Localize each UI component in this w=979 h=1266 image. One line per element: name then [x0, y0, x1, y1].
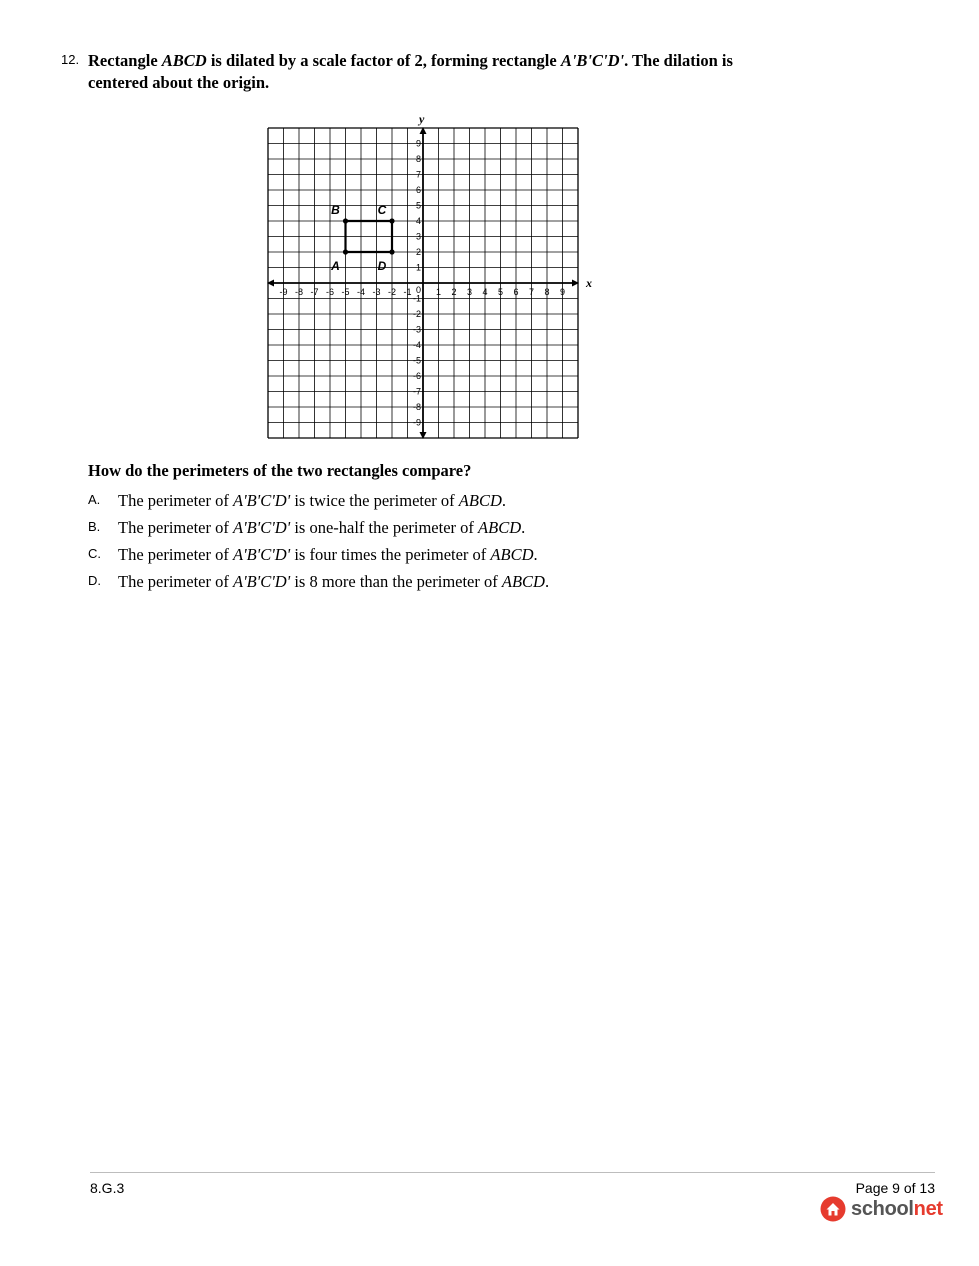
x-tick-label: 3 [466, 287, 473, 297]
y-tick-label: -6 [412, 371, 421, 381]
y-tick-label: -9 [412, 417, 421, 428]
x-tick-label: 4 [482, 287, 488, 297]
point-c [389, 218, 394, 223]
question-number: 12. [61, 52, 80, 67]
x-tick-label: -5 [341, 287, 350, 297]
figure-name: ABCD [161, 51, 207, 70]
x-tick-label: 6 [513, 287, 519, 297]
x-axis-label: x [586, 276, 592, 290]
x-tick-label: -7 [310, 287, 319, 297]
y-tick-label: -8 [412, 402, 421, 412]
y-tick-label: -3 [412, 324, 421, 335]
y-tick-label: 9 [415, 138, 421, 149]
point-label-b: B [331, 203, 340, 217]
point-label-d: D [377, 259, 387, 273]
choice-text: The perimeter of A'B'C'D' is one-half the perimeter of ABCD. [118, 518, 526, 537]
x-tick-label: 8 [544, 287, 550, 297]
point-d [389, 249, 394, 254]
y-tick-label: 5 [415, 200, 421, 211]
page-number: Page 9 of 13 [855, 1180, 935, 1196]
y-tick-label: 3 [415, 231, 421, 242]
y-axis-label: y [419, 112, 425, 126]
choice-text: The perimeter of A'B'C'D' is 8 more than the perimeter of ABCD. [118, 572, 550, 591]
x-tick-label: -9 [279, 287, 288, 297]
question-stem: Rectangle ABCD is dilated by a scale factor of 2, forming rectangle A'B'C'D'. The dilation is centered about the origin. [88, 51, 733, 92]
choice-letter: A. [88, 492, 101, 507]
y-tick-label: 6 [415, 185, 421, 195]
y-tick-label: 4 [415, 216, 421, 226]
choice-letter: B. [88, 519, 101, 534]
y-tick-label: 7 [415, 169, 421, 180]
x-tick-label: -4 [356, 287, 366, 297]
footer-divider [90, 1172, 935, 1173]
x-tick-label: -2 [387, 287, 397, 297]
choice-letter: C. [88, 546, 101, 561]
y-tick-label: 1 [415, 262, 421, 273]
y-tick-label: -2 [412, 309, 421, 319]
point-a [343, 249, 348, 254]
x-tick-label: -6 [325, 287, 335, 297]
point-label-c: C [377, 203, 387, 217]
x-tick-label: -3 [372, 287, 381, 297]
y-tick-label: -1 [412, 293, 421, 304]
y-tick-label: -5 [412, 355, 421, 366]
schoolnet-logo: schoolnet [820, 1196, 943, 1222]
y-tick-label: -7 [412, 386, 421, 397]
question-prompt: How do the perimeters of the two rectangles compare? [88, 461, 472, 480]
point-b [343, 218, 348, 223]
y-tick-label: 2 [415, 247, 421, 257]
standard-code: 8.G.3 [90, 1180, 125, 1196]
choice-text: The perimeter of A'B'C'D' is twice the perimeter of ABCD. [118, 491, 507, 510]
point-label-a: A [331, 259, 340, 273]
house-icon [820, 1196, 846, 1222]
y-tick-label: -4 [412, 340, 421, 350]
coordinate-grid [262, 112, 592, 442]
x-tick-label: -8 [294, 287, 304, 297]
figure-name: A'B'C'D' [560, 51, 625, 70]
choice-text: The perimeter of A'B'C'D' is four times the perimeter of ABCD. [118, 545, 538, 564]
x-tick-label: 2 [451, 287, 457, 297]
x-tick-label: 7 [528, 287, 535, 297]
x-tick-label: 1 [435, 287, 442, 297]
x-tick-label: -1 [403, 287, 412, 297]
choice-letter: D. [88, 573, 101, 588]
x-tick-label: 9 [559, 287, 566, 297]
origin-label: 0 [415, 285, 421, 295]
y-tick-label: 8 [415, 154, 421, 164]
x-tick-label: 5 [497, 287, 504, 297]
